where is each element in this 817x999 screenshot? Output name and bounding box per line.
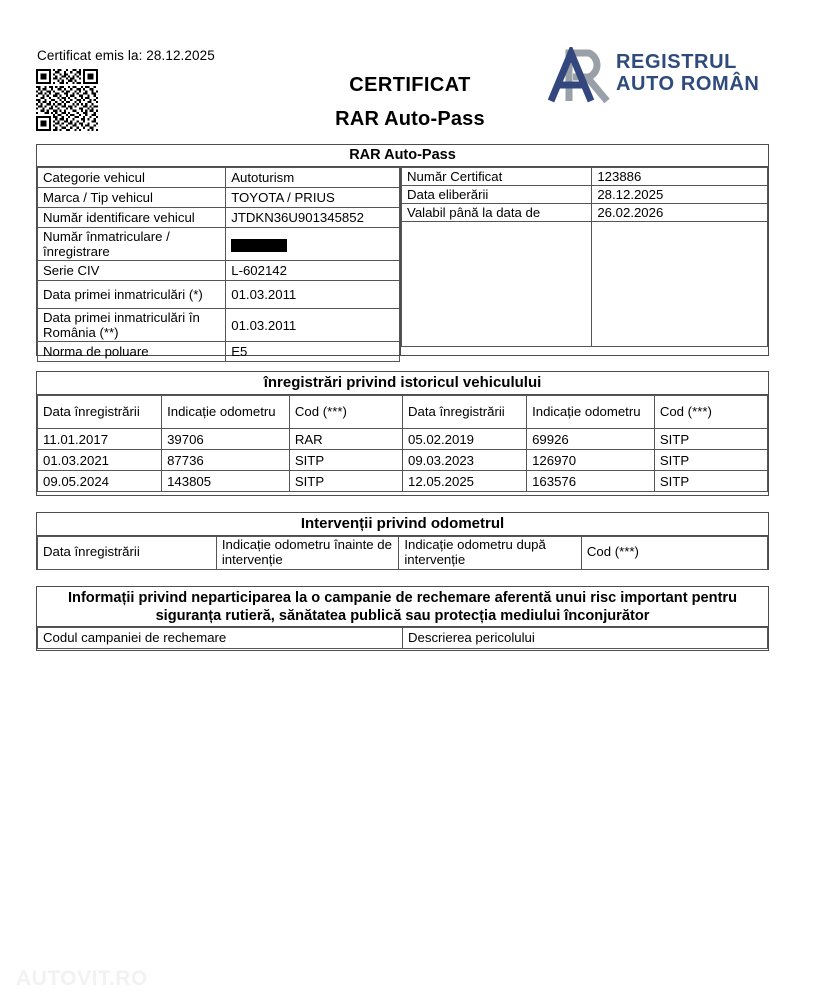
vehicle-info-value: TOYOTA / PRIUS [226, 188, 400, 208]
logo-line-1: REGISTRUL [616, 51, 737, 73]
odometer-interventions-table [37, 536, 768, 570]
history-header-row [38, 396, 768, 429]
page-title: CERTIFICAT [349, 74, 471, 96]
issue-date-label: Certificat emis la: 28.12.2025 [37, 48, 215, 63]
history-header-cell: Data înregistrării [38, 396, 162, 429]
vehicle-info-left-column [37, 167, 401, 359]
certificate-info-right-column [401, 167, 768, 355]
vehicle-info-row [38, 208, 400, 228]
history-cell: SITP [654, 471, 767, 492]
vehicle-info-label: Norma de poluare [38, 342, 226, 362]
intervention-header-cell: Indicație odometru după intervenție [399, 537, 582, 570]
site-watermark: AUTOVIT.RO [16, 967, 148, 990]
logo-line-2: AUTO ROMÂN [616, 72, 760, 95]
history-cell: SITP [654, 429, 767, 450]
vehicle-info-band-title: RAR Auto-Pass [37, 145, 768, 167]
intervention-header-row [38, 537, 768, 570]
vehicle-info-label: Marca / Tip vehicul [38, 188, 226, 208]
history-cell: 09.03.2023 [402, 450, 526, 471]
history-cell: SITP [654, 450, 767, 471]
vehicle-info-row [38, 309, 400, 342]
page-subtitle: RAR Auto-Pass [335, 108, 485, 130]
intervention-header-cell: Data înregistrării [38, 537, 217, 570]
history-header-cell: Cod (***) [654, 396, 767, 429]
redacted-plate-value [231, 239, 287, 252]
history-cell: 09.05.2024 [38, 471, 162, 492]
vehicle-history-table [37, 395, 768, 492]
vehicle-info-label: Serie CIV [38, 261, 226, 281]
vehicle-info-label: Data primei inmatriculări (*) [38, 281, 226, 309]
certificate-info-value: 123886 [592, 168, 768, 186]
certificate-info-label: Data eliberării [402, 186, 592, 204]
vehicle-info-row [38, 281, 400, 309]
certificate-info-row [402, 186, 768, 204]
certificate-info-value: 28.12.2025 [592, 186, 768, 204]
rar-logo-text [616, 52, 759, 95]
certificate-info-empty-row [402, 222, 768, 347]
history-row [38, 471, 768, 492]
recall-campaign-table [37, 627, 768, 649]
history-cell: 01.03.2021 [38, 450, 162, 471]
vehicle-info-block [36, 144, 769, 359]
history-header-cell: Cod (***) [289, 396, 402, 429]
odometer-interventions-block [36, 512, 769, 570]
history-cell: 12.05.2025 [402, 471, 526, 492]
history-cell: 39706 [162, 429, 290, 450]
intervention-header-cell: Cod (***) [581, 537, 767, 570]
vehicle-info-value: L-602142 [226, 261, 400, 281]
vehicle-info-label: Număr identificare vehicul [38, 208, 226, 228]
history-row [38, 450, 768, 471]
history-header-cell: Indicație odometru [162, 396, 290, 429]
history-cell: 69926 [527, 429, 655, 450]
vehicle-info-row [38, 261, 400, 281]
vehicle-info-row [38, 168, 400, 188]
rar-logo [543, 47, 783, 109]
vehicle-info-label: Categorie vehicul [38, 168, 226, 188]
qr-code-icon [36, 69, 98, 131]
vehicle-info-label: Data primei inmatriculări în România (**) [38, 309, 226, 342]
history-header-cell: Indicație odometru [527, 396, 655, 429]
recall-header-row [38, 628, 768, 649]
history-cell: SITP [289, 450, 402, 471]
history-cell: 11.01.2017 [38, 429, 162, 450]
vehicle-info-value: E5 [226, 342, 400, 362]
history-cell: 05.02.2019 [402, 429, 526, 450]
recall-header-cell: Codul campaniei de rechemare [38, 628, 403, 649]
vehicle-info-value: 01.03.2011 [226, 281, 400, 309]
certificate-info-row [402, 204, 768, 222]
recall-header-cell: Descrierea pericolului [403, 628, 768, 649]
history-cell: 163576 [527, 471, 655, 492]
history-cell: 87736 [162, 450, 290, 471]
history-header-cell: Data înregistrării [402, 396, 526, 429]
vehicle-info-label: Număr înmatriculare / înregistrare [38, 228, 226, 261]
intervention-header-cell: Indicație odometru înainte de intervenție [216, 537, 399, 570]
history-cell: 143805 [162, 471, 290, 492]
vehicle-info-row [38, 228, 400, 261]
vehicle-history-band-title: înregistrări privind istoricul vehiculului [37, 372, 768, 395]
rar-monogram-icon [543, 47, 615, 105]
certificate-info-label: Număr Certificat [402, 168, 592, 186]
vehicle-history-block [36, 371, 769, 496]
vehicle-info-value: 01.03.2011 [226, 309, 400, 342]
empty-cell [592, 222, 768, 347]
vehicle-info-value: JTDKN36U901345852 [226, 208, 400, 228]
recall-campaign-block [36, 586, 769, 651]
history-cell: RAR [289, 429, 402, 450]
empty-cell [402, 222, 592, 347]
vehicle-info-row [38, 188, 400, 208]
history-row [38, 429, 768, 450]
recall-campaign-band-title: Informații privind neparticiparea la o campanie de rechemare aferentă unui risc important pentru siguranța rutieră, sănătatea publică sau protecția mediului înconjurător [37, 587, 768, 627]
vehicle-info-value: Autoturism [226, 168, 400, 188]
history-cell: 126970 [527, 450, 655, 471]
vehicle-info-row [38, 342, 400, 362]
vehicle-info-value [226, 228, 400, 261]
document-header [0, 0, 817, 140]
certificate-info-label: Valabil până la data de [402, 204, 592, 222]
certificate-info-value: 26.02.2026 [592, 204, 768, 222]
certificate-info-row [402, 168, 768, 186]
history-cell: SITP [289, 471, 402, 492]
odometer-interventions-band-title: Intervenții privind odometrul [37, 513, 768, 536]
